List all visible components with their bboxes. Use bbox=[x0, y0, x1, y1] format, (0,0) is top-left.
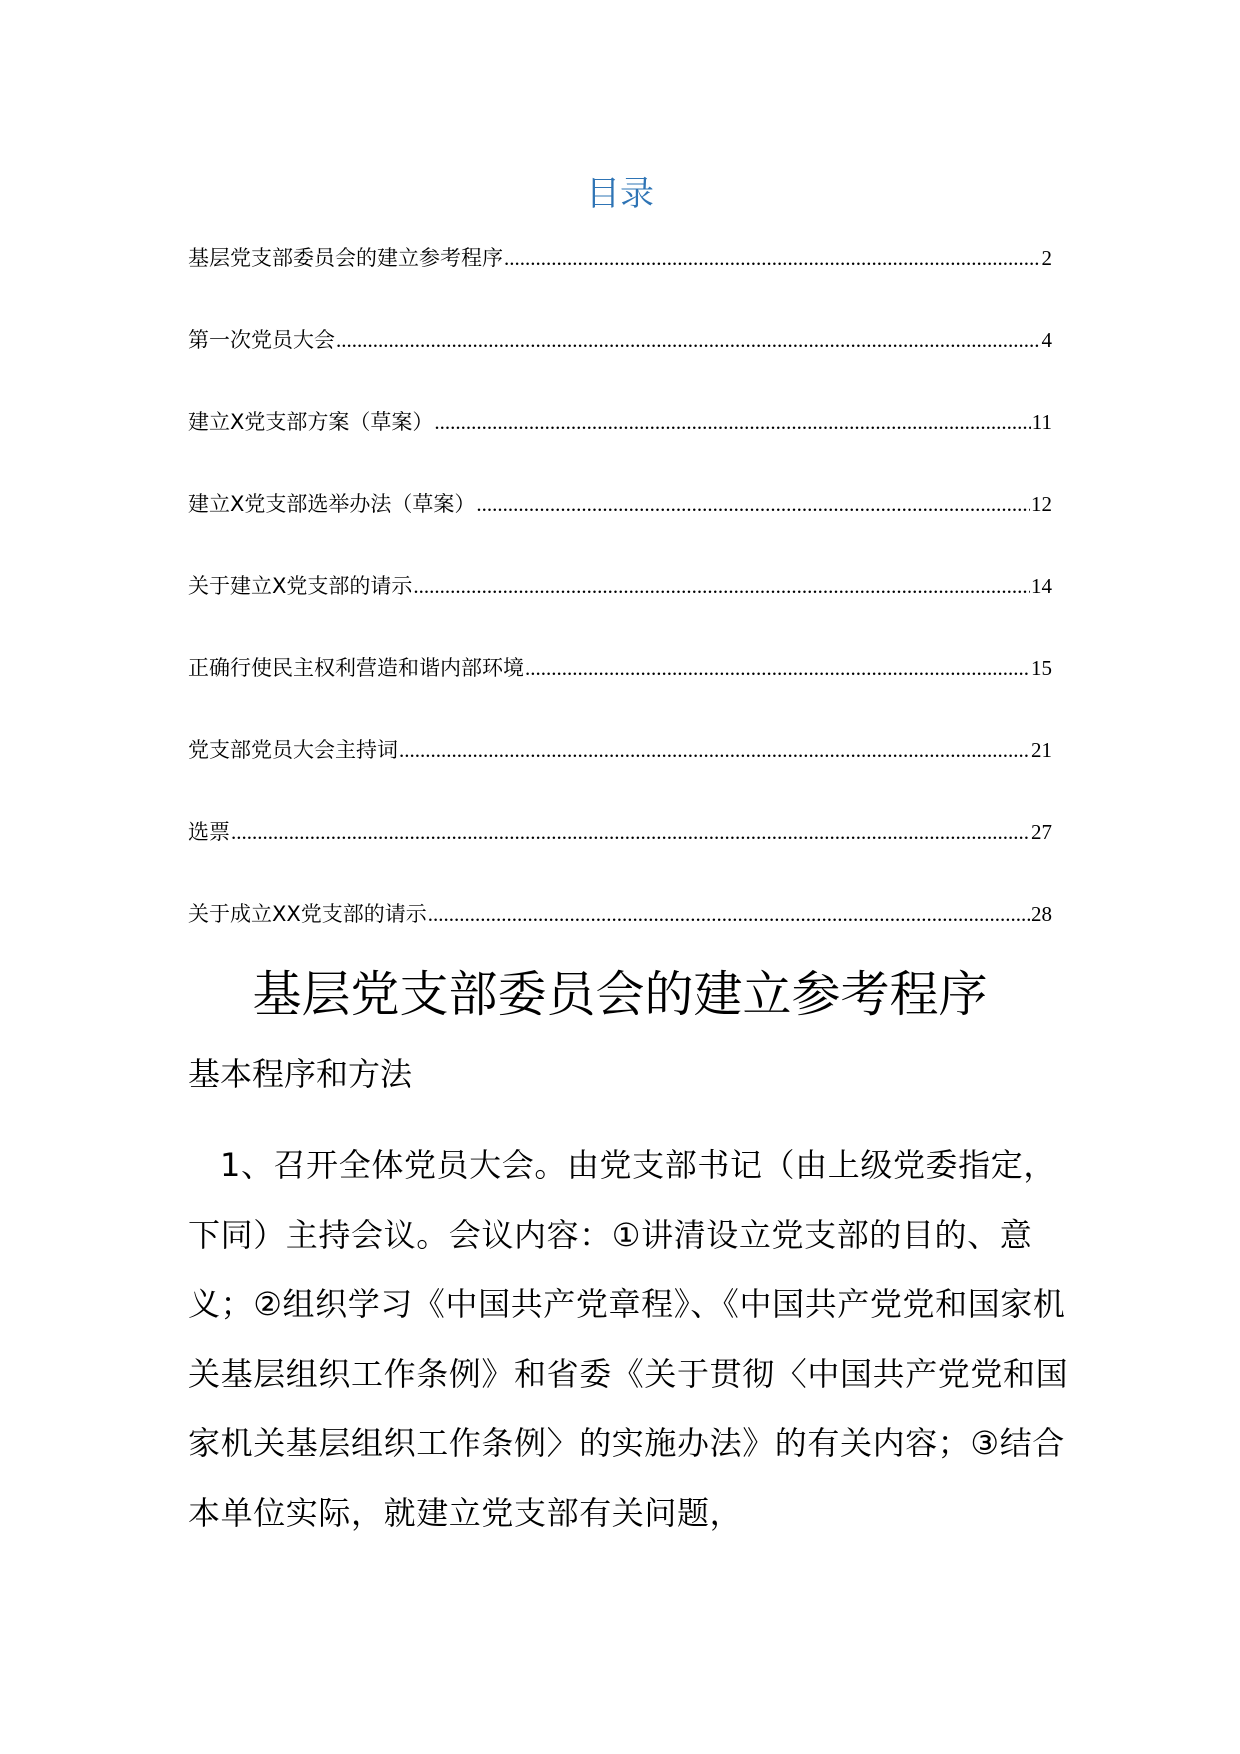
toc-entry-page: 4 bbox=[1041, 328, 1052, 352]
toc-entry-label: 建立X党支部选举办法（草案） bbox=[188, 492, 476, 516]
toc-entry-page: 2 bbox=[1041, 246, 1052, 270]
toc-leader-dots bbox=[231, 817, 1030, 847]
toc-entry-label: 基层党支部委员会的建立参考程序 bbox=[188, 246, 503, 270]
toc-entry-page: 28 bbox=[1031, 902, 1052, 926]
toc-leader-dots bbox=[399, 735, 1030, 765]
toc-leader-dots bbox=[413, 571, 1030, 601]
toc-entry-page: 14 bbox=[1031, 574, 1052, 598]
toc-entry[interactable] bbox=[188, 735, 1052, 817]
toc-entry[interactable] bbox=[188, 407, 1052, 489]
toc-leader-dots bbox=[428, 899, 1030, 929]
body-paragraph: 1、召开全体党员大会。由党支部书记（由上级党委指定，下同）主持会议。会议内容：①讲清设立党支部的目的、意义；②组织学习《中国共产党章程》、《中国共产党党和国家机关基层组织工作条例》和省委《关于贯彻〈中国共产党党和国家机关基层组织工作条例〉的实施办法》的有关内容；③结合本单位实际，就建立党支部有关问题， bbox=[188, 1146, 1069, 1532]
toc-leader-dots bbox=[504, 243, 1041, 273]
toc-entry[interactable] bbox=[188, 325, 1052, 407]
toc-entry-label: 党支部党员大会主持词 bbox=[188, 738, 398, 762]
toc-leader-dots bbox=[434, 407, 1030, 437]
toc-entry-page: 12 bbox=[1031, 492, 1052, 516]
toc-entry-label: 正确行使民主权利营造和谐内部环境 bbox=[188, 656, 524, 680]
toc-entry-label: 关于建立X党支部的请示 bbox=[188, 574, 413, 598]
toc-entry[interactable] bbox=[188, 817, 1052, 899]
toc-entry-label: 选票 bbox=[188, 820, 230, 844]
toc-leader-dots bbox=[476, 489, 1030, 519]
toc-leader-dots bbox=[525, 653, 1030, 683]
document-title: 基层党支部委员会的建立参考程序 bbox=[252, 966, 988, 1023]
toc-entry-page: 27 bbox=[1031, 820, 1052, 844]
toc-entry-label: 第一次党员大会 bbox=[188, 328, 335, 352]
table-of-contents bbox=[188, 243, 1052, 981]
toc-entry-label: 建立X党支部方案（草案） bbox=[188, 410, 434, 434]
toc-leader-dots bbox=[336, 325, 1041, 355]
toc-entry-page: 15 bbox=[1031, 656, 1052, 680]
toc-entry[interactable] bbox=[188, 571, 1052, 653]
toc-entry-page: 11 bbox=[1031, 410, 1052, 434]
toc-title: 目录 bbox=[586, 174, 654, 214]
toc-entry[interactable] bbox=[188, 653, 1052, 735]
toc-entry[interactable] bbox=[188, 243, 1052, 325]
toc-entry-page: 21 bbox=[1031, 738, 1052, 762]
toc-entry-label: 关于成立XX党支部的请示 bbox=[188, 902, 427, 926]
section-heading: 基本程序和方法 bbox=[188, 1055, 413, 1093]
toc-entry[interactable] bbox=[188, 489, 1052, 571]
